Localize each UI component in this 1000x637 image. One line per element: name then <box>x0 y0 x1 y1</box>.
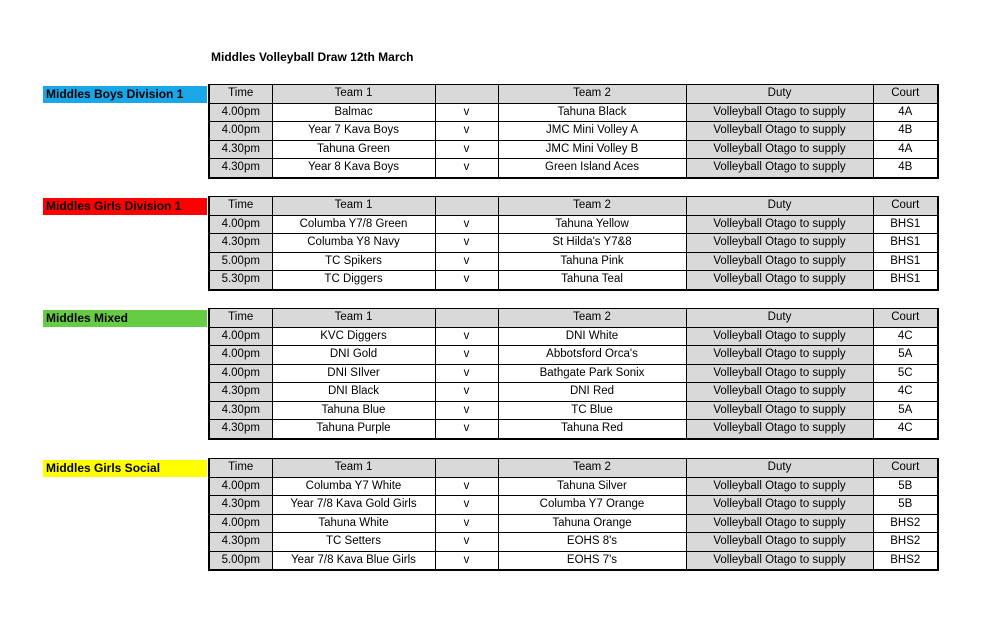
cell-court: 5B <box>873 477 938 496</box>
header-row <box>209 459 938 478</box>
division-label: Middles Girls Social <box>43 460 207 477</box>
cell-court: 5C <box>873 364 938 383</box>
cell-time: 4.30pm <box>209 496 272 515</box>
cell-duty: Volleyball Otago to supply <box>686 477 873 496</box>
cell-duty: Volleyball Otago to supply <box>686 346 873 365</box>
header-row <box>209 197 938 216</box>
header-row <box>209 309 938 328</box>
cell-team2: Tahuna Red <box>498 420 686 439</box>
header-team1: Team 1 <box>272 197 435 216</box>
cell-duty: Volleyball Otago to supply <box>686 140 873 159</box>
cell-court: BHS1 <box>873 215 938 234</box>
cell-vs: v <box>435 496 498 515</box>
division-label: Middles Girls Division 1 <box>43 198 207 215</box>
cell-team1: TC Diggers <box>272 271 435 290</box>
division-label: Middles Mixed <box>43 310 207 327</box>
cell-team2: TC Blue <box>498 401 686 420</box>
cell-time: 5.30pm <box>209 271 272 290</box>
header-duty: Duty <box>686 197 873 216</box>
cell-vs: v <box>435 477 498 496</box>
cell-duty: Volleyball Otago to supply <box>686 234 873 253</box>
cell-duty: Volleyball Otago to supply <box>686 533 873 552</box>
cell-team1: Year 7/8 Kava Blue Girls <box>272 551 435 570</box>
cell-duty: Volleyball Otago to supply <box>686 327 873 346</box>
header-duty: Duty <box>686 309 873 328</box>
cell-time: 4.00pm <box>209 327 272 346</box>
header-time: Time <box>209 459 272 478</box>
cell-team2: Tahuna Teal <box>498 271 686 290</box>
cell-court: 5B <box>873 496 938 515</box>
cell-court: BHS1 <box>873 271 938 290</box>
cell-court: BHS2 <box>873 533 938 552</box>
cell-team2: Tahuna Silver <box>498 477 686 496</box>
cell-court: 4C <box>873 420 938 439</box>
cell-duty: Volleyball Otago to supply <box>686 364 873 383</box>
table-row <box>209 103 938 122</box>
cell-duty: Volleyball Otago to supply <box>686 103 873 122</box>
cell-team1: TC Spikers <box>272 252 435 271</box>
cell-team2: DNI White <box>498 327 686 346</box>
cell-team2: Tahuna Orange <box>498 514 686 533</box>
table-row <box>209 533 938 552</box>
cell-time: 4.00pm <box>209 215 272 234</box>
cell-duty: Volleyball Otago to supply <box>686 401 873 420</box>
division-table <box>208 458 939 571</box>
cell-vs: v <box>435 346 498 365</box>
header-court: Court <box>873 309 938 328</box>
header-duty: Duty <box>686 85 873 104</box>
header-time: Time <box>209 197 272 216</box>
cell-vs: v <box>435 215 498 234</box>
cell-vs: v <box>435 140 498 159</box>
header-court: Court <box>873 459 938 478</box>
table-row <box>209 271 938 290</box>
cell-vs: v <box>435 533 498 552</box>
cell-team1: Year 7/8 Kava Gold Girls <box>272 496 435 515</box>
cell-time: 4.30pm <box>209 383 272 402</box>
cell-team2: Tahuna Yellow <box>498 215 686 234</box>
division-table <box>208 84 939 179</box>
table-row <box>209 327 938 346</box>
cell-vs: v <box>435 234 498 253</box>
table-row <box>209 496 938 515</box>
cell-time: 4.00pm <box>209 364 272 383</box>
header-vs <box>435 459 498 478</box>
cell-team2: Bathgate Park Sonix <box>498 364 686 383</box>
table-row <box>209 215 938 234</box>
table-row <box>209 364 938 383</box>
cell-vs: v <box>435 327 498 346</box>
cell-court: 4B <box>873 159 938 178</box>
cell-team1: Tahuna Green <box>272 140 435 159</box>
page-title: Middles Volleyball Draw 12th March <box>211 50 414 64</box>
cell-court: 4C <box>873 383 938 402</box>
cell-duty: Volleyball Otago to supply <box>686 551 873 570</box>
header-team2: Team 2 <box>498 197 686 216</box>
cell-team2: JMC Mini Volley B <box>498 140 686 159</box>
header-team2: Team 2 <box>498 459 686 478</box>
cell-vs: v <box>435 401 498 420</box>
cell-team1: Columba Y7 White <box>272 477 435 496</box>
cell-duty: Volleyball Otago to supply <box>686 122 873 141</box>
header-vs <box>435 197 498 216</box>
cell-time: 4.30pm <box>209 234 272 253</box>
cell-team1: Year 8 Kava Boys <box>272 159 435 178</box>
division-table <box>208 308 939 440</box>
cell-vs: v <box>435 383 498 402</box>
cell-team1: Year 7 Kava Boys <box>272 122 435 141</box>
cell-duty: Volleyball Otago to supply <box>686 514 873 533</box>
cell-team2: St Hilda's Y7&8 <box>498 234 686 253</box>
cell-time: 4.00pm <box>209 514 272 533</box>
cell-team2: Green Island Aces <box>498 159 686 178</box>
cell-team2: Tahuna Pink <box>498 252 686 271</box>
header-time: Time <box>209 85 272 104</box>
cell-court: BHS1 <box>873 234 938 253</box>
cell-time: 4.00pm <box>209 122 272 141</box>
cell-team1: Tahuna White <box>272 514 435 533</box>
cell-court: 4A <box>873 103 938 122</box>
cell-duty: Volleyball Otago to supply <box>686 159 873 178</box>
cell-vs: v <box>435 551 498 570</box>
cell-vs: v <box>435 420 498 439</box>
cell-duty: Volleyball Otago to supply <box>686 215 873 234</box>
division-label: Middles Boys Division 1 <box>43 86 207 103</box>
cell-team2: Columba Y7 Orange <box>498 496 686 515</box>
cell-vs: v <box>435 103 498 122</box>
table-row <box>209 383 938 402</box>
cell-team2: JMC Mini Volley A <box>498 122 686 141</box>
table-row <box>209 477 938 496</box>
cell-vs: v <box>435 271 498 290</box>
cell-time: 4.00pm <box>209 346 272 365</box>
cell-vs: v <box>435 122 498 141</box>
cell-team1: DNI SIlver <box>272 364 435 383</box>
cell-court: BHS2 <box>873 551 938 570</box>
cell-time: 4.00pm <box>209 477 272 496</box>
division-table <box>208 196 939 291</box>
cell-court: BHS1 <box>873 252 938 271</box>
table-row <box>209 346 938 365</box>
header-court: Court <box>873 85 938 104</box>
cell-court: 4A <box>873 140 938 159</box>
table-row <box>209 420 938 439</box>
cell-team1: Tahuna Blue <box>272 401 435 420</box>
cell-court: BHS2 <box>873 514 938 533</box>
cell-team2: Tahuna Black <box>498 103 686 122</box>
cell-vs: v <box>435 514 498 533</box>
cell-vs: v <box>435 364 498 383</box>
header-team1: Team 1 <box>272 459 435 478</box>
header-vs <box>435 309 498 328</box>
table-row <box>209 401 938 420</box>
table-row <box>209 122 938 141</box>
header-duty: Duty <box>686 459 873 478</box>
cell-vs: v <box>435 252 498 271</box>
table-row <box>209 234 938 253</box>
table-row <box>209 514 938 533</box>
cell-team1: TC Setters <box>272 533 435 552</box>
table-row <box>209 252 938 271</box>
cell-duty: Volleyball Otago to supply <box>686 420 873 439</box>
header-team2: Team 2 <box>498 85 686 104</box>
cell-team2: EOHS 7's <box>498 551 686 570</box>
header-time: Time <box>209 309 272 328</box>
cell-duty: Volleyball Otago to supply <box>686 271 873 290</box>
table-row <box>209 159 938 178</box>
header-vs <box>435 85 498 104</box>
cell-team2: Abbotsford Orca's <box>498 346 686 365</box>
cell-time: 4.30pm <box>209 159 272 178</box>
cell-time: 4.00pm <box>209 103 272 122</box>
cell-team1: DNI Black <box>272 383 435 402</box>
header-team1: Team 1 <box>272 85 435 104</box>
cell-court: 4C <box>873 327 938 346</box>
cell-team1: Balmac <box>272 103 435 122</box>
table-row <box>209 551 938 570</box>
cell-team1: DNI Gold <box>272 346 435 365</box>
table-row <box>209 140 938 159</box>
cell-team1: KVC Diggers <box>272 327 435 346</box>
cell-duty: Volleyball Otago to supply <box>686 252 873 271</box>
cell-team1: Columba Y7/8 Green <box>272 215 435 234</box>
cell-team1: Tahuna Purple <box>272 420 435 439</box>
cell-time: 4.30pm <box>209 420 272 439</box>
cell-time: 4.30pm <box>209 140 272 159</box>
cell-time: 5.00pm <box>209 252 272 271</box>
cell-vs: v <box>435 159 498 178</box>
header-court: Court <box>873 197 938 216</box>
cell-time: 4.30pm <box>209 533 272 552</box>
cell-team1: Columba Y8 Navy <box>272 234 435 253</box>
header-team2: Team 2 <box>498 309 686 328</box>
cell-team2: EOHS 8's <box>498 533 686 552</box>
cell-court: 5A <box>873 401 938 420</box>
header-team1: Team 1 <box>272 309 435 328</box>
cell-time: 5.00pm <box>209 551 272 570</box>
header-row <box>209 85 938 104</box>
cell-duty: Volleyball Otago to supply <box>686 383 873 402</box>
cell-team2: DNI Red <box>498 383 686 402</box>
cell-court: 4B <box>873 122 938 141</box>
cell-court: 5A <box>873 346 938 365</box>
cell-time: 4.30pm <box>209 401 272 420</box>
cell-duty: Volleyball Otago to supply <box>686 496 873 515</box>
